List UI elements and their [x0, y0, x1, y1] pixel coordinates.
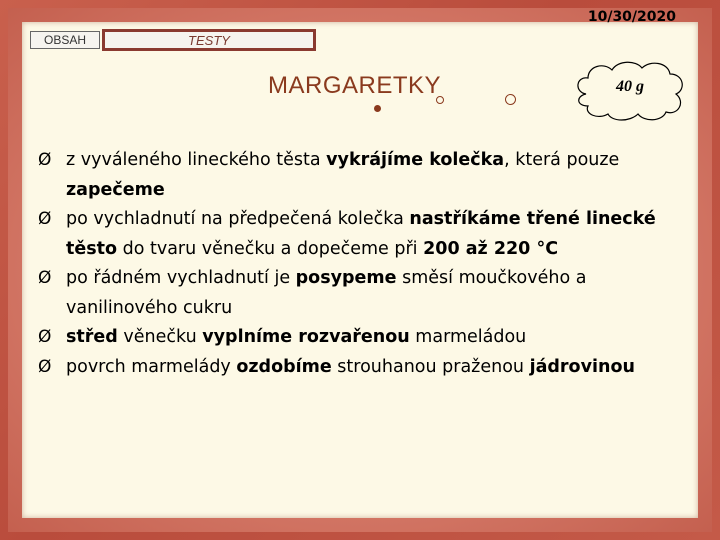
list-item	[38, 323, 678, 353]
arrow-bullet-icon: Ø	[38, 356, 52, 377]
emphasis-text: posypeme	[295, 268, 397, 288]
item-text: věnečku	[117, 327, 203, 347]
obsah-button[interactable]: OBSAH	[30, 31, 100, 49]
emphasis-text: vyplníme rozvařenou	[202, 327, 410, 347]
emphasis-text: vykrájíme kolečka	[326, 150, 505, 170]
list-item	[38, 353, 678, 383]
item-text: povrch marmelády	[66, 356, 237, 377]
item-text: strouhanou praženou	[331, 356, 530, 377]
arrow-bullet-icon: Ø	[38, 327, 52, 347]
emphasis-text: ozdobíme	[236, 356, 332, 377]
emphasis-text: zapečeme	[66, 179, 165, 200]
thought-bubble-large-icon	[505, 94, 516, 105]
item-text: , která pouze	[504, 150, 620, 170]
list-item	[38, 146, 678, 205]
instruction-list	[38, 146, 678, 382]
arrow-bullet-icon: Ø	[38, 268, 52, 288]
emphasis-text: jádrovinou	[529, 356, 635, 377]
nav-bar	[30, 30, 316, 50]
item-text: směsí moučkového a vanilinového cukru	[66, 268, 587, 318]
item-text: po řádném vychladnutí je	[66, 268, 296, 288]
testy-button[interactable]: TESTY	[102, 29, 316, 51]
emphasis-text: 200 až 220 °C	[423, 238, 559, 259]
item-text: po vychladnutí na předpečená kolečka	[66, 209, 410, 229]
weight-label: 40 g	[616, 78, 644, 95]
thought-bubble-small-icon	[374, 105, 381, 112]
list-item	[38, 264, 678, 323]
emphasis-text: střed	[66, 327, 118, 347]
list-item	[38, 205, 678, 264]
slide-date: 10/30/2020	[587, 9, 676, 25]
item-text: z vyváleného lineckého těsta	[66, 150, 327, 170]
arrow-bullet-icon: Ø	[38, 209, 52, 229]
item-text: do tvaru věnečku a dopečeme při	[117, 238, 424, 259]
arrow-bullet-icon: Ø	[38, 150, 52, 170]
emphasis-text: nastříkáme třené linecké těsto	[66, 209, 656, 259]
item-text: marmeládou	[409, 327, 527, 347]
thought-bubble-medium-icon	[436, 96, 444, 104]
slide-title: MARGARETKY	[268, 72, 442, 99]
